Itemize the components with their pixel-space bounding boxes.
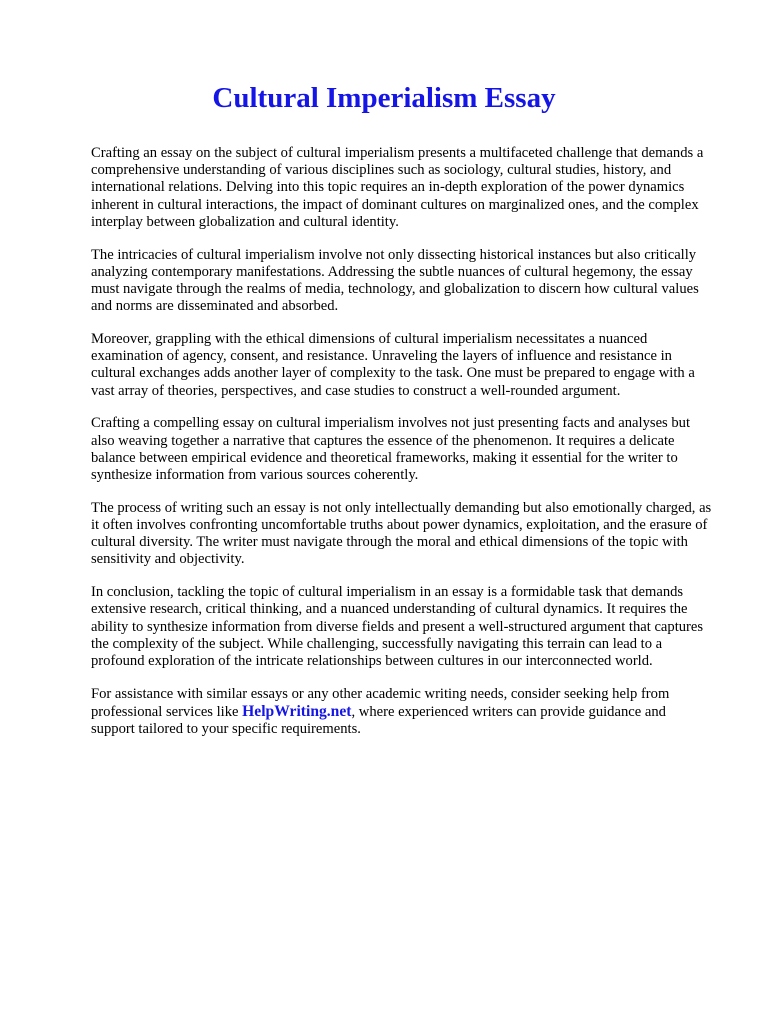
paragraph-1: Crafting an essay on the subject of cultural imperialism presents a multifaceted challenge that demands a comprehensive understanding of various disciplines such as sociology, cultural studies, history, and international relations. Delving into this topic requires an in-depth exploration of the power dynamics inherent in cultural interactions, the impact of dominant cultures on marginalized ones, and the complex interplay between globalization and cultural identity. bbox=[91, 145, 704, 230]
closing-text-before-link: For assistance with similar essays or any other academic writing needs, consider seeking help from professional services like bbox=[91, 685, 670, 721]
document-title: Cultural Imperialism Essay bbox=[212, 82, 556, 114]
document-body bbox=[91, 145, 713, 754]
paragraph-2: The intricacies of cultural imperialism involve not only dissecting historical instances but also critically analyzing contemporary manifestations. Addressing the subtle nuances of cultural hegemony, the essay must navigate through the realms of media, technology, and globalization to discern how cultural values and norms are disseminated and absorbed. bbox=[91, 246, 699, 315]
paragraph-5: The process of writing such an essay is not only intellectually demanding but also emotionally charged, as it often involves confronting uncomfortable truths about power dynamics, exploitation, and the erasure of cultural diversity. The writer must navigate through the moral and ethical dimensions of the topic with sensitivity and objectivity. bbox=[91, 499, 712, 568]
helpwriting-link[interactable]: HelpWriting.net bbox=[242, 703, 352, 721]
paragraph-6: In conclusion, tackling the topic of cultural imperialism in an essay is a formidable task that demands extensive research, critical thinking, and a nuanced understanding of cultural dynamics. It requires the ability to synthesize information from diverse fields and present a well-structured argument that captures the complexity of the subject. While challenging, successfully navigating this terrain can lead to a profound exploration of the intricate relationships between cultures in our interconnected world. bbox=[91, 584, 704, 670]
closing-text-after-link: , where experienced writers can provide guidance and support tailored to your specific requirements. bbox=[91, 704, 666, 738]
paragraph-3: Moreover, grappling with the ethical dimensions of cultural imperialism necessitates a nuanced examination of agency, consent, and resistance. Unraveling the layers of influence and resistance in cultural exchanges adds another layer of complexity to the task. One must be prepared to engage with a vast array of theories, perspectives, and case studies to construct a well-rounded argument. bbox=[91, 331, 695, 399]
paragraph-4: Crafting a compelling essay on cultural imperialism involves not just presenting facts and analyses but also weaving together a narrative that captures the essence of the phenomenon. It requires a delicate balance between empirical evidence and theoretical frameworks, making it essential for the writer to synthesize information from various sources coherently. bbox=[91, 415, 691, 484]
closing-paragraph bbox=[91, 686, 713, 739]
